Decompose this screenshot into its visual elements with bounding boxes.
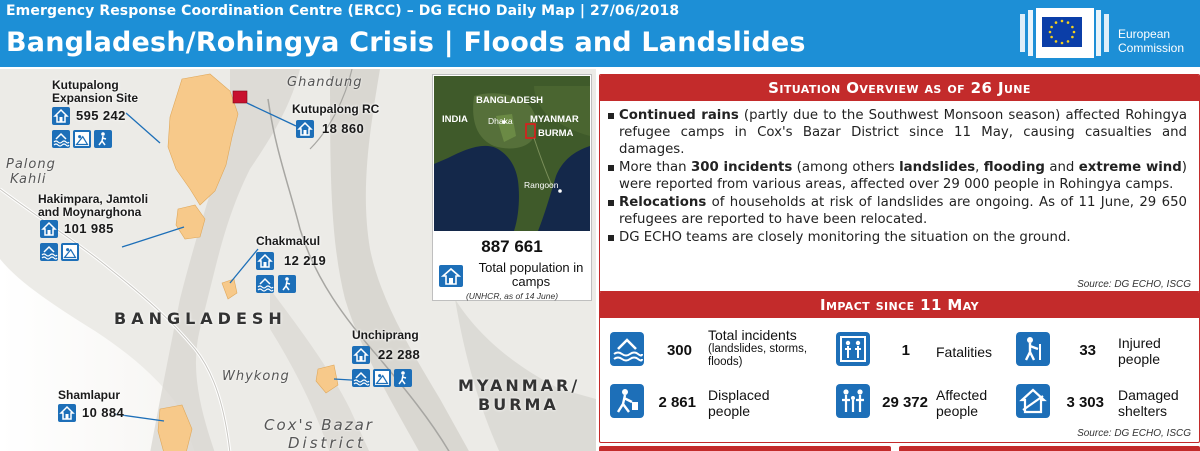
camp-unchiprang-name[interactable]: Unchiprang xyxy=(352,328,419,342)
injured-icon xyxy=(1016,332,1050,366)
shelter-icon xyxy=(296,120,314,138)
bullet-text: (among others xyxy=(792,160,900,175)
camp-name-line: and Moynarghona xyxy=(38,205,142,219)
camp-hakimpara-name[interactable] xyxy=(38,193,148,219)
camp-name-line: Hakimpara, Jamtoli xyxy=(38,192,149,206)
bullet-text: , xyxy=(975,160,984,175)
place-whykong: Whykong xyxy=(222,369,290,384)
inset-india: INDIA xyxy=(442,114,468,125)
affected-people-icon xyxy=(836,384,870,418)
situation-title: Situation Overview as of 26 June xyxy=(600,75,1199,101)
shelters-label xyxy=(1118,387,1179,419)
camp-kutupalong-rc-name[interactable]: Kutupalong RC xyxy=(292,102,380,116)
total-population-source: (UNHCR, as of 14 June) xyxy=(465,291,559,301)
inset-bangladesh: BANGLADESH xyxy=(476,95,544,106)
displaced-icon xyxy=(610,384,644,418)
shelter-icon xyxy=(256,252,274,270)
inset-dhaka: Dhaka xyxy=(488,116,513,126)
incidents-label-sub: (landslides, storms, xyxy=(708,343,808,355)
displaced-value: 2 861 xyxy=(658,394,696,411)
affected-label-line: Affected xyxy=(936,387,988,403)
injured-label-line: people xyxy=(1118,351,1161,367)
logo-text-line2: Commission xyxy=(1118,41,1185,55)
shelters-label-line: shelters xyxy=(1118,403,1168,419)
inset-rangoon: Rangoon xyxy=(524,180,559,190)
affected-label xyxy=(936,387,987,419)
shelter-icon xyxy=(439,265,463,287)
impact-title: Impact since 11 May xyxy=(600,292,1199,318)
flood-icon xyxy=(40,243,58,261)
logo-text-line1: European xyxy=(1118,27,1171,41)
displaced-label xyxy=(708,387,769,419)
incidents-label-sub: floods) xyxy=(708,356,743,368)
fatalities-icon xyxy=(836,332,870,366)
info-panel xyxy=(599,67,1200,451)
situation-overview xyxy=(599,74,1200,296)
bullet-text: ) were reported from various areas, affected over 29 000 people in Rohingya camps. xyxy=(619,160,1187,192)
shelter-icon xyxy=(58,404,76,422)
displaced-person-icon xyxy=(394,369,412,387)
situation-bullet xyxy=(608,159,1187,193)
flood-incidents-icon xyxy=(610,332,644,366)
country-burma: BURMA xyxy=(478,395,559,414)
camp-chakmakul-name[interactable]: Chakmakul xyxy=(256,234,321,248)
situation-bullet xyxy=(608,194,1187,228)
flood-icon xyxy=(352,369,370,387)
situation-bullet xyxy=(608,229,1187,246)
injured-label xyxy=(1118,335,1161,367)
camp-shamlapur-name[interactable]: Shamlapur xyxy=(58,388,121,402)
country-bangladesh: BANGLADESH xyxy=(114,309,287,328)
header-subtitle: Emergency Response Coordination Centre (ERCC) – DG ECHO Daily Map | 27/06/2018 xyxy=(6,3,680,19)
incidents-value: 300 xyxy=(666,342,692,359)
fatalities-label: Fatalities xyxy=(936,344,993,360)
camp-name-line: Kutupalong xyxy=(52,78,119,92)
displaced-label-line: people xyxy=(708,403,751,419)
affected-value: 29 372 xyxy=(882,394,928,411)
shelters-label-line: Damaged xyxy=(1118,387,1179,403)
bullet-text: More than xyxy=(619,160,691,175)
shelter-icon xyxy=(52,107,70,125)
place-kahli: Kahli xyxy=(10,172,47,187)
european-commission-label xyxy=(1118,27,1184,55)
camp-kutupalong-rc-pop: 18 860 xyxy=(322,121,365,136)
total-population-value: 887 661 xyxy=(481,237,543,256)
shelter-icon xyxy=(40,220,58,238)
camp-hakimpara-pop: 101 985 xyxy=(64,221,114,236)
bullet-text: and xyxy=(1044,160,1079,175)
bullet-text: of households at risk of landslides are ongoing. As of 11 June, 29 650 refugees are reported to have been relocated. xyxy=(619,195,1187,227)
camp-chakmakul-pop: 12 219 xyxy=(284,253,327,268)
situation-source: Source: DG ECHO, ISCG xyxy=(1077,279,1191,290)
kutupalong-rc-area xyxy=(233,91,247,103)
page-title: Bangladesh/Rohingya Crisis | Floods and Landslides xyxy=(6,27,806,58)
bullet-bold: Continued rains xyxy=(619,108,739,123)
camp-unchiprang-pop: 22 288 xyxy=(378,347,421,362)
injured-value: 33 xyxy=(1079,342,1096,359)
flood-icon xyxy=(52,130,70,148)
damaged-shelter-icon xyxy=(1016,384,1050,418)
impact-section xyxy=(599,291,1200,443)
incidents-label xyxy=(708,327,807,369)
place-coxs-bazar: Cox's Bazar xyxy=(264,416,374,434)
displaced-person-icon xyxy=(278,275,296,293)
impact-source: Source: DG ECHO, ISCG xyxy=(1077,428,1191,439)
situation-bullet xyxy=(608,107,1187,158)
fatalities-value: 1 xyxy=(901,342,910,359)
bullet-bold: flooding xyxy=(983,160,1045,175)
displaced-person-icon xyxy=(94,130,112,148)
landslide-icon xyxy=(73,130,91,148)
camp-shamlapur-pop: 10 884 xyxy=(82,405,125,420)
map-panel[interactable] xyxy=(0,67,596,451)
bullet-bold: extreme wind xyxy=(1078,160,1182,175)
situation-list xyxy=(600,101,1199,246)
displaced-label-line: Displaced xyxy=(708,387,770,403)
bullet-text: DG ECHO teams are closely monitoring the situation on the ground. xyxy=(619,230,1071,245)
flood-icon xyxy=(256,275,274,293)
camp-kutupalong-expansion-pop: 595 242 xyxy=(76,108,126,123)
shelters-value: 3 303 xyxy=(1066,394,1104,411)
country-myanmar: MYANMAR/ xyxy=(458,376,581,395)
page-header xyxy=(0,0,1200,67)
inset-locator-map xyxy=(434,76,590,231)
next-section-header xyxy=(599,446,1200,451)
affected-label-line: people xyxy=(936,403,979,419)
incidents-label-main: Total incidents xyxy=(708,327,797,343)
inset-myanmar: MYANMAR xyxy=(530,114,579,125)
place-ghandung: Ghandung xyxy=(287,75,363,90)
total-population-label: Total population in camps xyxy=(478,260,584,289)
inset-burma: BURMA xyxy=(538,128,574,139)
place-coxs-bazar-district: District xyxy=(288,434,366,451)
inset-locator xyxy=(432,74,592,301)
bullet-bold: 300 incidents xyxy=(690,160,793,175)
landslide-icon xyxy=(61,243,79,261)
bullet-text: (partly due to the Southwest Monsoon season) affected Rohingya refugee camps in Cox's Bazar District since 11 May, causing casualties and damages. xyxy=(619,108,1187,157)
camp-kutupalong-expansion-name[interactable] xyxy=(52,79,138,105)
injured-label-line: Injured xyxy=(1118,335,1161,351)
bullet-bold: Relocations xyxy=(619,195,707,210)
camp-name-line: Expansion Site xyxy=(52,91,139,105)
bullet-bold: landslides xyxy=(899,160,976,175)
shelter-icon xyxy=(352,346,370,364)
landslide-icon xyxy=(373,369,391,387)
next-section-left xyxy=(599,446,891,451)
place-palong: Palong xyxy=(6,157,56,172)
next-section-right xyxy=(899,446,1200,451)
